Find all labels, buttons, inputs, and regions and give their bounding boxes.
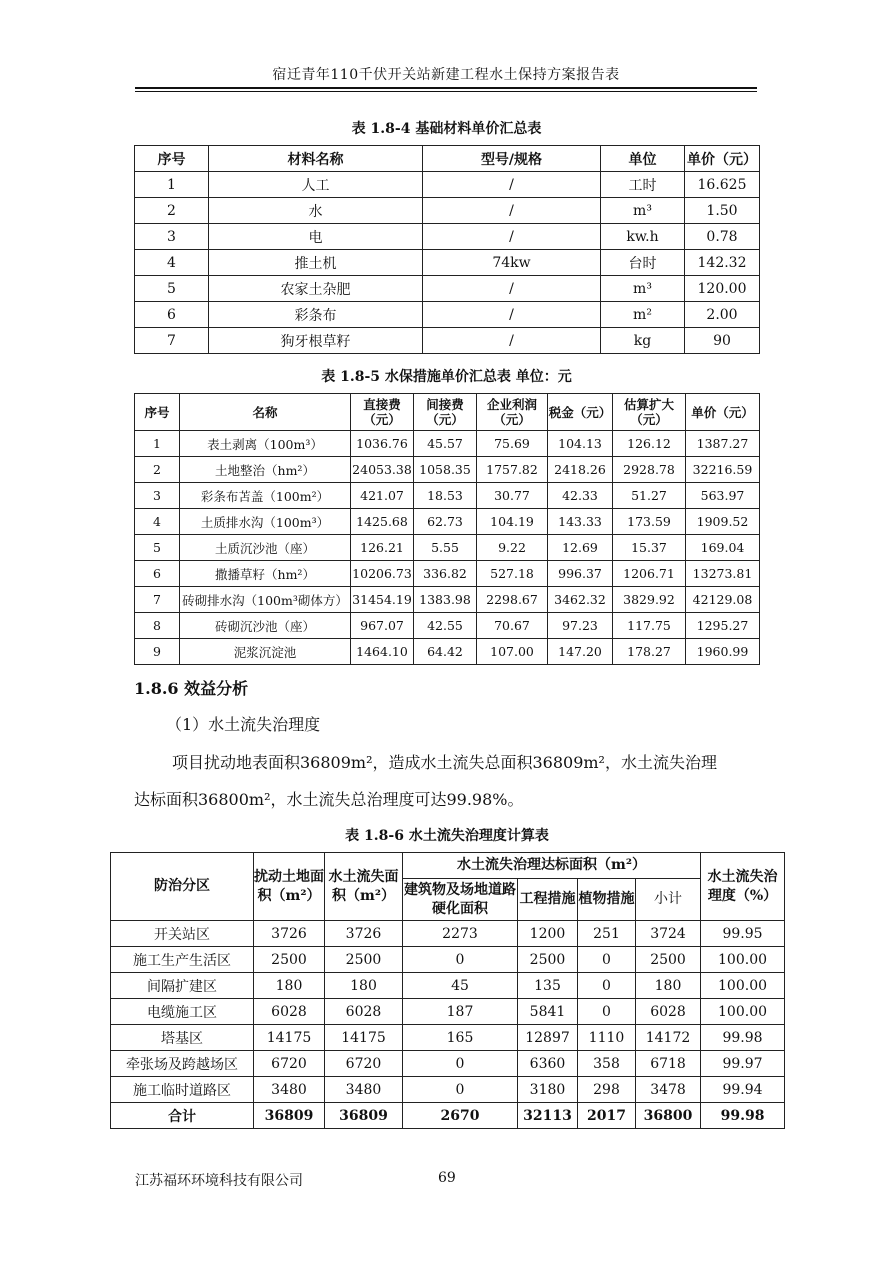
table-cell: 5841	[518, 999, 578, 1025]
table-cell: 5.55	[414, 535, 477, 561]
measure-price-table	[134, 393, 760, 665]
header-controlled-area: 水土流失治理达标面积（m²）	[403, 853, 701, 879]
table-cell: 0	[578, 973, 636, 999]
header-rule-thin	[135, 91, 757, 92]
table-row	[135, 535, 760, 561]
table-cell: 3180	[518, 1077, 578, 1103]
table-row	[135, 302, 760, 328]
table-cell: 99.94	[701, 1077, 785, 1103]
table-cell: 107.00	[477, 639, 548, 665]
section-title: 1.8.6 效益分析	[134, 679, 249, 698]
table-cell: 180	[325, 973, 403, 999]
table-cell: 169.04	[686, 535, 760, 561]
table-cell: 0	[578, 999, 636, 1025]
table-cell: 表土剥离（100m³）	[180, 431, 351, 457]
total-cell: 36800	[636, 1103, 701, 1129]
table-cell: 165	[403, 1025, 518, 1051]
table-cell: 5	[135, 276, 209, 302]
table-cell: 3462.32	[548, 587, 613, 613]
table-row	[111, 1025, 785, 1051]
table-cell: 0	[403, 1077, 518, 1103]
column-header: 间接费（元）	[414, 394, 477, 431]
table-cell: 7	[135, 587, 180, 613]
table-cell: 14175	[254, 1025, 325, 1051]
table-cell: 电缆施工区	[111, 999, 254, 1025]
table-cell: 6	[135, 302, 209, 328]
table-cell: 10206.73	[351, 561, 414, 587]
table-cell: 3726	[325, 921, 403, 947]
table-cell: /	[423, 198, 601, 224]
table-cell: 5	[135, 535, 180, 561]
table-cell: 3829.92	[613, 587, 686, 613]
table-cell: 塔基区	[111, 1025, 254, 1051]
table-cell: 0	[403, 947, 518, 973]
table-cell: 牵张场及跨越场区	[111, 1051, 254, 1077]
table-cell: 147.20	[548, 639, 613, 665]
table-cell: 6360	[518, 1051, 578, 1077]
table-cell: 1960.99	[686, 639, 760, 665]
table-cell: 土质沉沙池（座）	[180, 535, 351, 561]
table-cell: 336.82	[414, 561, 477, 587]
column-header: 单价（元）	[686, 394, 760, 431]
table-cell: 6028	[254, 999, 325, 1025]
erosion-control-table	[110, 852, 785, 1129]
total-cell: 99.98	[701, 1103, 785, 1129]
table-cell: 31454.19	[351, 587, 414, 613]
table-cell: 1200	[518, 921, 578, 947]
table-cell: 14175	[325, 1025, 403, 1051]
table-row	[111, 1051, 785, 1077]
table-cell: 180	[254, 973, 325, 999]
total-cell: 32113	[518, 1103, 578, 1129]
paragraph-line-1: 项目扰动地表面积36809m²，造成水土流失总面积36809m²，水土流失治理	[172, 753, 717, 772]
table-cell: 104.13	[548, 431, 613, 457]
table-cell: /	[423, 276, 601, 302]
total-cell: 2017	[578, 1103, 636, 1129]
table-cell: 996.37	[548, 561, 613, 587]
table-cell: 3480	[254, 1077, 325, 1103]
table-cell: 2.00	[685, 302, 760, 328]
table-cell: /	[423, 302, 601, 328]
table-row	[111, 973, 785, 999]
table-cell: /	[423, 328, 601, 354]
table-cell: 74kw	[423, 250, 601, 276]
table-cell: 173.59	[613, 509, 686, 535]
table-cell: 12897	[518, 1025, 578, 1051]
table-cell: 3478	[636, 1077, 701, 1103]
table-cell: 1110	[578, 1025, 636, 1051]
table-cell: 4	[135, 250, 209, 276]
header-zone: 防治分区	[111, 853, 254, 921]
table-cell: 120.00	[685, 276, 760, 302]
table-cell: 2298.67	[477, 587, 548, 613]
table-cell: /	[423, 224, 601, 250]
table-cell: 2418.26	[548, 457, 613, 483]
table-cell: 1464.10	[351, 639, 414, 665]
table-cell: 3724	[636, 921, 701, 947]
table2-body	[135, 431, 760, 665]
table-cell: 3	[135, 224, 209, 250]
table-cell: 2	[135, 457, 180, 483]
table-cell: 14172	[636, 1025, 701, 1051]
table-cell: 彩条布苫盖（100m²）	[180, 483, 351, 509]
total-cell: 合计	[111, 1103, 254, 1129]
table-cell: 100.00	[701, 999, 785, 1025]
table-cell: 135	[518, 973, 578, 999]
header-rule	[135, 87, 757, 89]
table-row	[135, 639, 760, 665]
table-row	[111, 947, 785, 973]
table-cell: 砖砌排水沟（100m³砌体方）	[180, 587, 351, 613]
column-header: 直接费（元）	[351, 394, 414, 431]
table-cell: 水	[209, 198, 423, 224]
subsection-title: （1）水土流失治理度	[166, 715, 321, 734]
table-cell: 12.69	[548, 535, 613, 561]
column-header: 材料名称	[209, 146, 423, 172]
table-cell: 1	[135, 172, 209, 198]
table-cell: 施工临时道路区	[111, 1077, 254, 1103]
table-cell: 2273	[403, 921, 518, 947]
table-cell: 1036.76	[351, 431, 414, 457]
table-cell: 开关站区	[111, 921, 254, 947]
table-cell: 0.78	[685, 224, 760, 250]
table-cell: 6028	[636, 999, 701, 1025]
table-cell: 187	[403, 999, 518, 1025]
table-cell: kg	[601, 328, 685, 354]
table-cell: 99.95	[701, 921, 785, 947]
table-cell: 45	[403, 973, 518, 999]
table-cell: 施工生产生活区	[111, 947, 254, 973]
table-cell: 砖砌沉沙池（座）	[180, 613, 351, 639]
table-row	[135, 250, 760, 276]
column-header: 估算扩大（元）	[613, 394, 686, 431]
table-row	[135, 431, 760, 457]
table-cell: 农家土杂肥	[209, 276, 423, 302]
table-cell: 2	[135, 198, 209, 224]
table-cell: 563.97	[686, 483, 760, 509]
table1-header-row	[135, 146, 760, 172]
table-cell: 1206.71	[613, 561, 686, 587]
total-row	[111, 1103, 785, 1129]
table-cell: 62.73	[414, 509, 477, 535]
table-cell: 2500	[254, 947, 325, 973]
column-header: 单位	[601, 146, 685, 172]
table3-caption: 表 1.8-6 水土流失治理度计算表	[345, 828, 549, 844]
header-control-rate: 水土流失治理度（%）	[701, 853, 785, 921]
column-header: 型号/规格	[423, 146, 601, 172]
table-cell: 6720	[254, 1051, 325, 1077]
table-cell: 3	[135, 483, 180, 509]
header-engineering: 工程措施	[518, 879, 578, 921]
paragraph-line-2: 达标面积36800m²，水土流失总治理度可达99.98%。	[134, 790, 524, 809]
header-disturbed-area: 扰动土地面积（m²）	[254, 853, 325, 921]
table-row	[111, 1077, 785, 1103]
table-cell: m²	[601, 302, 685, 328]
table-row	[135, 198, 760, 224]
table-row	[135, 172, 760, 198]
table-cell: 1058.35	[414, 457, 477, 483]
footer-company: 江苏福环环境科技有限公司	[135, 1173, 303, 1189]
table-row	[111, 999, 785, 1025]
table-cell: /	[423, 172, 601, 198]
table-cell: 9.22	[477, 535, 548, 561]
table-cell: 42.33	[548, 483, 613, 509]
table-cell: 1387.27	[686, 431, 760, 457]
column-header: 名称	[180, 394, 351, 431]
table-cell: 1.50	[685, 198, 760, 224]
table-cell: 6720	[325, 1051, 403, 1077]
total-cell: 2670	[403, 1103, 518, 1129]
table-cell: 推土机	[209, 250, 423, 276]
table-row	[135, 483, 760, 509]
table-cell: 9	[135, 639, 180, 665]
table-row	[135, 587, 760, 613]
table-cell: 42.55	[414, 613, 477, 639]
table-cell: 台时	[601, 250, 685, 276]
table-cell: 358	[578, 1051, 636, 1077]
table-cell: 104.19	[477, 509, 548, 535]
table2-caption: 表 1.8-5 水保措施单价汇总表 单位：元	[321, 369, 572, 385]
table-cell: 24053.38	[351, 457, 414, 483]
table-cell: 143.33	[548, 509, 613, 535]
table-cell: 1295.27	[686, 613, 760, 639]
table-cell: 3726	[254, 921, 325, 947]
column-header: 序号	[135, 146, 209, 172]
table1-caption: 表 1.8-4 基础材料单价汇总表	[351, 121, 542, 137]
table-cell: 97.23	[548, 613, 613, 639]
table-cell: 2500	[518, 947, 578, 973]
page-header: 宿迁青年110千伏开关站新建工程水土保持方案报告表	[272, 67, 620, 83]
table-cell: 32216.59	[686, 457, 760, 483]
table-cell: 70.67	[477, 613, 548, 639]
table-cell: 15.37	[613, 535, 686, 561]
table2-header-row	[135, 394, 760, 431]
table-row	[135, 328, 760, 354]
table-cell: 泥浆沉淀池	[180, 639, 351, 665]
table-cell: m³	[601, 198, 685, 224]
table-cell: 1757.82	[477, 457, 548, 483]
header-building: 建筑物及场地道路硬化面积	[403, 879, 518, 921]
table-cell: 99.98	[701, 1025, 785, 1051]
table-cell: 土地整治（hm²）	[180, 457, 351, 483]
table-cell: 撒播草籽（hm²）	[180, 561, 351, 587]
table-cell: 42129.08	[686, 587, 760, 613]
table-cell: 45.57	[414, 431, 477, 457]
table-cell: 967.07	[351, 613, 414, 639]
table-cell: 6028	[325, 999, 403, 1025]
table-cell: 1909.52	[686, 509, 760, 535]
table-cell: 126.12	[613, 431, 686, 457]
material-price-table	[134, 145, 760, 354]
table-cell: 6718	[636, 1051, 701, 1077]
table-cell: 1383.98	[414, 587, 477, 613]
table-cell: 100.00	[701, 947, 785, 973]
table-cell: 117.75	[613, 613, 686, 639]
table-cell: 178.27	[613, 639, 686, 665]
table-row	[135, 457, 760, 483]
table-cell: 75.69	[477, 431, 548, 457]
table-row	[135, 224, 760, 250]
header-subtotal: 小计	[636, 879, 701, 921]
table-cell: 工时	[601, 172, 685, 198]
table-cell: 16.625	[685, 172, 760, 198]
table-row	[135, 561, 760, 587]
column-header: 税金（元）	[548, 394, 613, 431]
table-cell: 18.53	[414, 483, 477, 509]
table-row	[135, 276, 760, 302]
table-cell: 2500	[636, 947, 701, 973]
table-cell: 7	[135, 328, 209, 354]
table-cell: 64.42	[414, 639, 477, 665]
table-cell: 100.00	[701, 973, 785, 999]
table-cell: 180	[636, 973, 701, 999]
table-cell: 2500	[325, 947, 403, 973]
table-row	[111, 921, 785, 947]
table-cell: 0	[578, 947, 636, 973]
table-cell: 1425.68	[351, 509, 414, 535]
table-cell: 90	[685, 328, 760, 354]
table-cell: 99.97	[701, 1051, 785, 1077]
table-cell: 狗牙根草籽	[209, 328, 423, 354]
table-cell: 2928.78	[613, 457, 686, 483]
table-row	[135, 613, 760, 639]
table-cell: 30.77	[477, 483, 548, 509]
table-cell: 13273.81	[686, 561, 760, 587]
page-number: 69	[438, 1170, 456, 1186]
table-cell: 251	[578, 921, 636, 947]
table-cell: 51.27	[613, 483, 686, 509]
header-erosion-area: 水土流失面积（m²）	[325, 853, 403, 921]
column-header: 序号	[135, 394, 180, 431]
table-cell: 4	[135, 509, 180, 535]
table-cell: 1	[135, 431, 180, 457]
table-cell: 3480	[325, 1077, 403, 1103]
table-cell: 彩条布	[209, 302, 423, 328]
table-cell: 527.18	[477, 561, 548, 587]
table-cell: 电	[209, 224, 423, 250]
table-cell: 6	[135, 561, 180, 587]
table-cell: 142.32	[685, 250, 760, 276]
table-cell: 8	[135, 613, 180, 639]
table-cell: m³	[601, 276, 685, 302]
table-row	[135, 509, 760, 535]
table-cell: 421.07	[351, 483, 414, 509]
table-cell: 人工	[209, 172, 423, 198]
total-cell: 36809	[254, 1103, 325, 1129]
column-header: 单价（元）	[685, 146, 760, 172]
table-cell: 土质排水沟（100m³）	[180, 509, 351, 535]
table1-body	[135, 172, 760, 354]
table-cell: 间隔扩建区	[111, 973, 254, 999]
table3-body	[111, 921, 785, 1129]
table-cell: 126.21	[351, 535, 414, 561]
column-header: 企业利润（元）	[477, 394, 548, 431]
total-cell: 36809	[325, 1103, 403, 1129]
table-cell: kw.h	[601, 224, 685, 250]
table-cell: 298	[578, 1077, 636, 1103]
table-cell: 0	[403, 1051, 518, 1077]
header-plant: 植物措施	[578, 879, 636, 921]
